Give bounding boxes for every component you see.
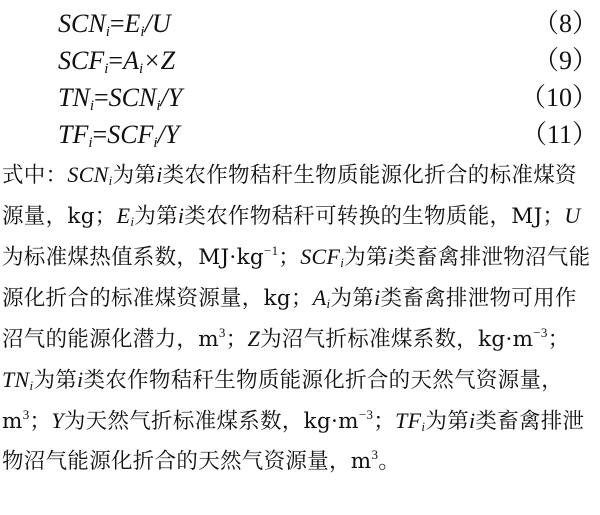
equation-number: （10）	[519, 83, 598, 112]
equation-number: （9）	[532, 46, 598, 75]
equation-11: $TF_i=SCF_i/Y$ （11）	[58, 120, 598, 151]
equation-8: $SCN_i=E_i/U$ （8）	[58, 9, 598, 40]
variable-definitions-paragraph: 式中：$SCN_i$为第i类农作物秸秆生物质能源化折合的标准煤资源量，kg；$E_i$为第i类农作物秸秆可转换的生物质能，MJ；U为标准煤热值系数，$MJ\cdot kg^{-1}$；$SCF_i$为第i类畜禽排泄物沼气能源化折合的标准煤资源量，kg；$A_i$为第i类畜禽排泄物可用作沼气的能源化潜力，$m^3$；Z为沼气折标准煤系数，$kg\cdot m^{-3}$；$TN_i$为第i类农作物秸秆生物质能源化折合的天然气资源量，$m^3$；Y为天然气折标准煤系数，$kg\cdot m^{-3}$；$TF_i$为第i类畜禽排泄物沼气能源化折合的天然气资源量，$m^3$。	[2, 162, 591, 474]
equation-10: $TN_i=SCN_i/Y$ （10）	[58, 83, 598, 114]
equation-number: （11）	[520, 120, 598, 149]
equation-number: （8）	[532, 9, 598, 38]
equation-9: $SCF_i=A_i\times Z$ （9）	[58, 46, 598, 77]
